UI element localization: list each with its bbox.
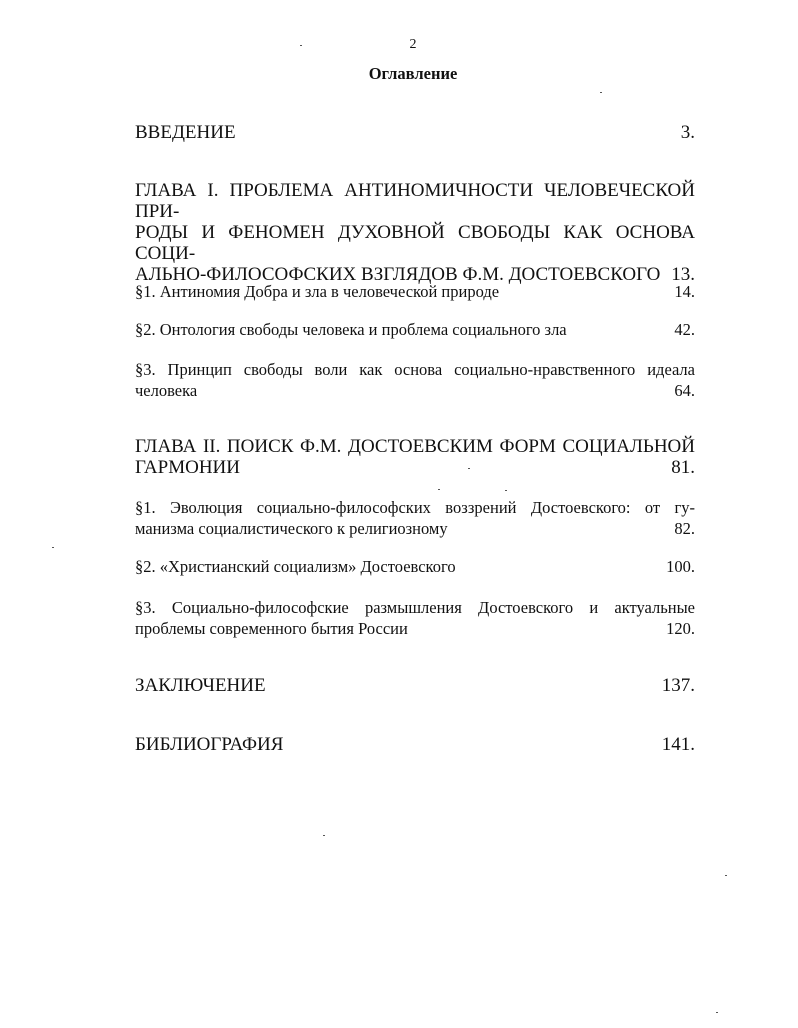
scan-speck (438, 489, 440, 490)
toc-entry-label: ЗАКЛЮЧЕНИЕ (135, 675, 266, 696)
toc-entry-label: ВВЕДЕНИЕ (135, 122, 236, 143)
toc-entry-label: БИБЛИОГРАФИЯ (135, 734, 284, 755)
toc-entry-page: 64. (674, 381, 695, 400)
page-title: Оглавление (368, 64, 458, 83)
toc-entry-line: человека (135, 381, 198, 400)
toc-entry-chapter-1-section-2[interactable] (135, 319, 695, 340)
toc-entry-page: 14. (674, 282, 695, 301)
toc-entry-line: §1. Эволюция социально-философских воззрений Достоевского: от гу- (135, 498, 695, 517)
toc-entry-page: 137. (661, 675, 695, 696)
toc-entry-label: §2. «Христианский социализм» Достоевского (135, 557, 456, 576)
toc-entry-line: ГАРМОНИИ (135, 457, 240, 478)
toc-entry-chapter-1[interactable] (135, 180, 695, 285)
toc-entry-line: РОДЫ И ФЕНОМЕН ДУХОВНОЙ СВОБОДЫ КАК ОСНОВА СОЦИ- (135, 222, 695, 264)
toc-entry-chapter-2-section-1[interactable] (135, 497, 695, 539)
scan-speck (716, 1012, 718, 1013)
toc-entry-line: АЛЬНО-ФИЛОСОФСКИХ ВЗГЛЯДОВ Ф.М. ДОСТОЕВСКОГО (135, 264, 661, 285)
scan-speck (468, 468, 470, 469)
scan-speck (505, 490, 507, 491)
toc-entry-page: 120. (666, 619, 695, 638)
toc-entry-page: 81. (671, 457, 695, 478)
toc-entry-line: проблемы современного бытия России (135, 619, 408, 638)
scan-speck (52, 547, 54, 548)
toc-entry-label: §1. Антиномия Добра и зла в человеческой природе (135, 282, 500, 301)
toc-entry-chapter-2-section-3[interactable] (135, 597, 695, 639)
scan-speck (323, 835, 325, 836)
toc-entry-intro[interactable] (135, 122, 695, 143)
toc-entry-page: 82. (674, 519, 695, 538)
toc-entry-conclusion[interactable] (135, 675, 695, 696)
toc-entry-chapter-2-section-2[interactable] (135, 556, 695, 577)
toc-entry-page: 42. (674, 320, 695, 339)
scan-speck (300, 45, 302, 46)
page-number: 2 (409, 37, 417, 52)
toc-entry-line: ГЛАВА II. ПОИСК Ф.М. ДОСТОЕВСКИМ ФОРМ СОЦИАЛЬНОЙ (135, 436, 695, 457)
toc-entry-bibliography[interactable] (135, 734, 695, 755)
toc-entry-chapter-1-section-3[interactable] (135, 359, 695, 401)
toc-entry-line: манизма социалистического к религиозному (135, 519, 448, 538)
toc-entry-page: 3. (680, 122, 695, 143)
toc-entry-line: ГЛАВА I. ПРОБЛЕМА АНТИНОМИЧНОСТИ ЧЕЛОВЕЧЕСКОЙ ПРИ- (135, 180, 695, 222)
scan-speck (725, 875, 727, 876)
toc-entry-line: §3. Социально-философские размышления Достоевского и актуальные (135, 598, 695, 617)
toc-entry-chapter-1-section-1[interactable] (135, 281, 695, 302)
toc-entry-line: §3. Принцип свободы воли как основа социально-нравственного идеала (135, 360, 695, 379)
toc-entry-label: §2. Онтология свободы человека и проблема социального зла (135, 320, 567, 339)
toc-entry-chapter-2[interactable] (135, 436, 695, 478)
toc-entry-page: 100. (666, 557, 695, 576)
toc-entry-page: 13. (671, 264, 695, 285)
scan-speck (600, 92, 602, 93)
toc-entry-page: 141. (661, 734, 695, 755)
